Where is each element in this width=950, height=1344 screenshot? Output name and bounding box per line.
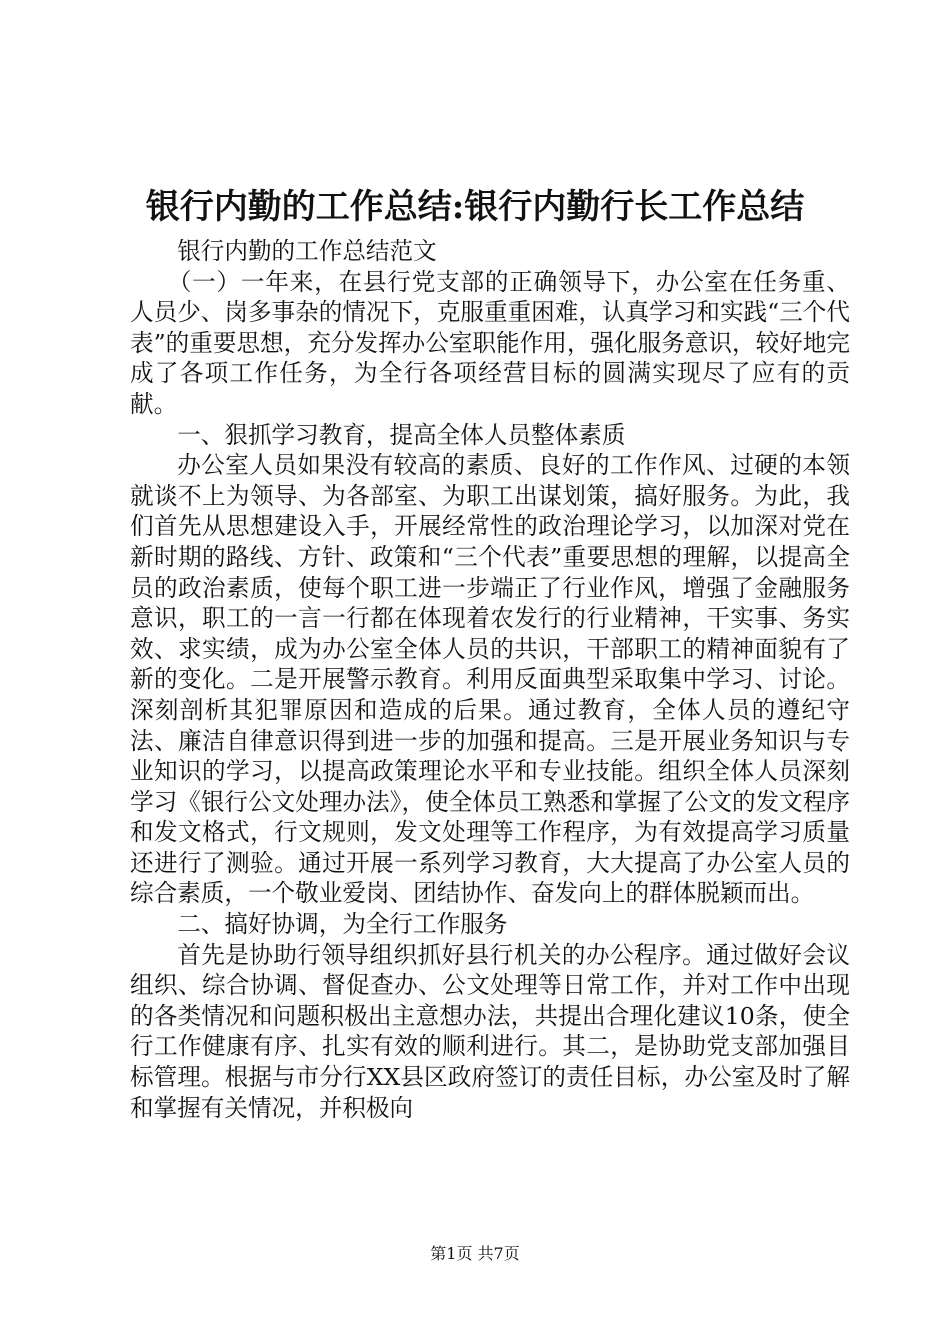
section-heading: 银行内勤的工作总结范文 — [177, 237, 437, 265]
section-heading: 一、狠抓学习教育，提高全体人员整体素质 — [177, 420, 626, 449]
body-paragraph: 办公室人员如果没有较高的素质、良好的工作作风、过硬的本领就谈不上为领导、为各部室、为职工出谋划策，搞好服务。为此，我们首先从思想建设入手，开展经常性的政治理论学习，以加深对党在新时期的路线、方针、政策和“三个代表”重要思想的理解，以提高全员的政治素质，使每个职工进一步端正了行业作风，增强了金融服务意识，职工的一言一行都在体现着农发行的行业精神，干实事、务实效、求实绩，成为办公室全体人员的共识，干部职工的精神面貌有了新的变化。二是开展警示教育。利用反面典型采取集中学习、讨论。深刻剖析其犯罪原因和造成的后果。通过教育，全体人员的遵纪守法、廉洁自律意识得到进一步的加强和提高。三是开展业务知识与专业知识的学习，以提高政策理论水平和专业技能。组织全体人员深刻学习《银行公文处理办法》，使全体员工熟悉和掌握了公文的发文程序和发文格式，行文规则，发文处理等工作程序，为有效提高学习质量还进行了测验。通过开展一系列学习教育，大大提高了办公室人员的综合素质，一个敬业爱岗、团结协作、奋发向上的群体脱颖而出。 — [130, 451, 850, 908]
document-title: 银行内勤的工作总结:银行内勤行长工作总结 — [145, 187, 805, 227]
body-paragraph: （一）一年来，在县行党支部的正确领导下，办公室在任务重、人员少、岗多事杂的情况下，克服重重困难，认真学习和实践“三个代表”的重要思想，充分发挥办公室职能作用，强化服务意识，较好地完成了各项工作任务，为全行各项经营目标的圆满实现尽了应有的贡献。 — [130, 267, 850, 418]
section-heading: 二、搞好协调，为全行工作服务 — [177, 910, 508, 939]
page-number: 第1页 共7页 — [430, 1244, 520, 1263]
body-paragraph: 首先是协助行领导组织抓好县行机关的办公程序。通过做好会议组织、综合协调、督促查办、公文处理等日常工作，并对工作中出现的各类情况和问题积极出主意想办法，共提出合理化建议10条，使全行工作健康有序、扎实有效的顺利进行。其二，是协助党支部加强目标管理。根据与市分行XX县区政府签订的责任目标，办公室及时了解和掌握有关情况，并积极向 — [130, 940, 850, 1122]
document-body — [130, 236, 850, 1123]
